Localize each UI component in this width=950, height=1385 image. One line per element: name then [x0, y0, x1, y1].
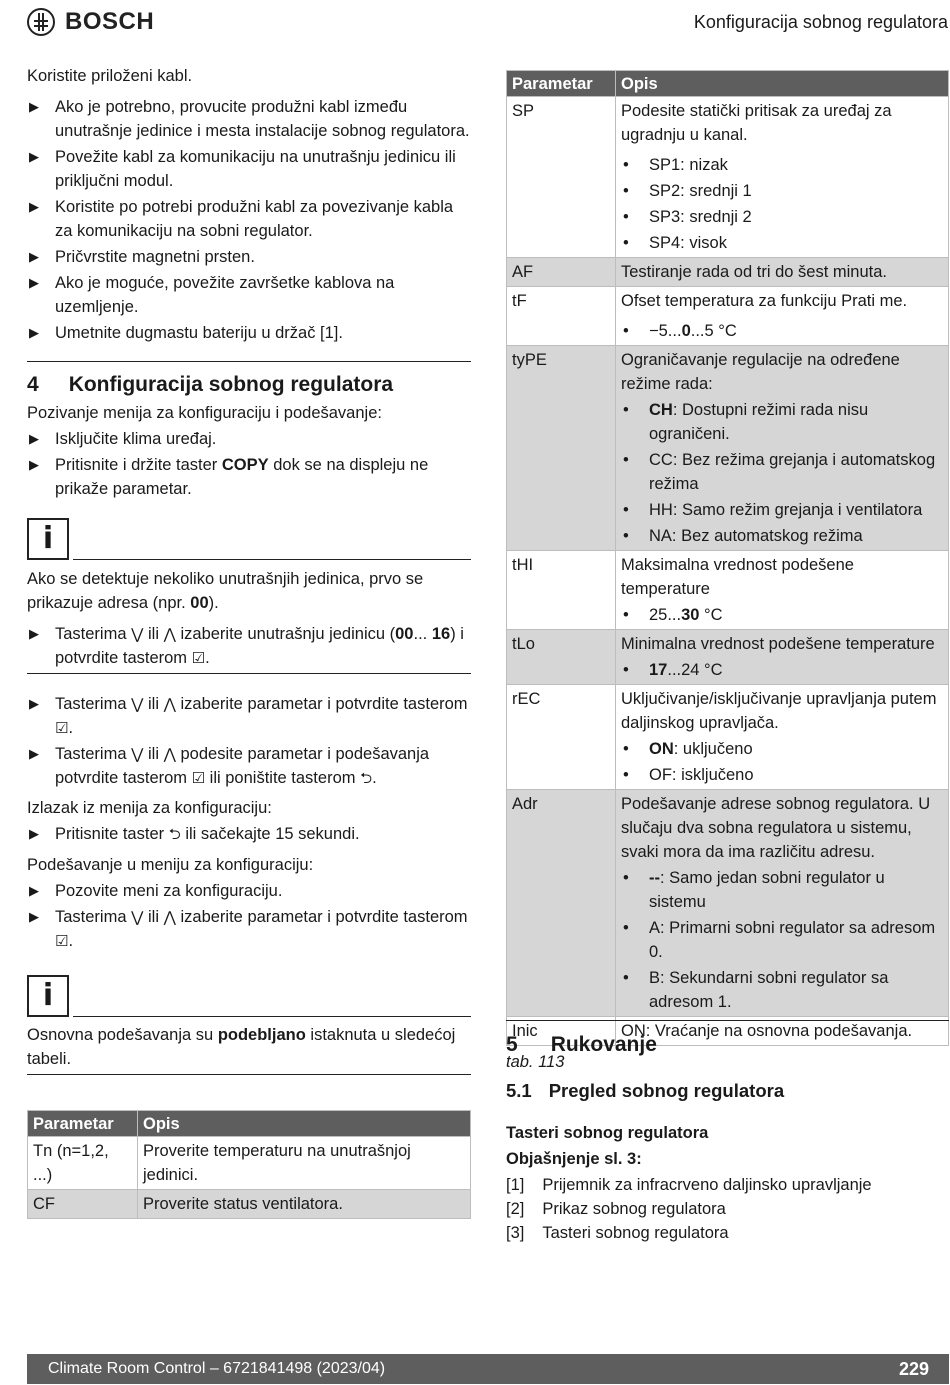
confirm-button-icon: ☑: [55, 719, 69, 737]
up-arrow-button-icon: ⋀: [163, 745, 176, 763]
table-row: [507, 551, 949, 630]
param-cell: tF: [507, 287, 616, 346]
table-header-row: [507, 71, 949, 97]
step-item: ▶ Isključite klima uređaj.: [27, 427, 471, 451]
step-item: ▶ Pozovite meni za konfiguraciju.: [27, 879, 471, 903]
param-table: [27, 1110, 471, 1219]
arrow-icon: ▶: [29, 826, 39, 841]
table-row: [507, 790, 949, 1017]
col-header-opis: Opis: [616, 71, 949, 97]
explanation-title: Objašnjenje sl. 3:: [506, 1150, 642, 1168]
table-row: [507, 346, 949, 551]
info-end-rule: [27, 1074, 471, 1075]
setting-title: Podešavanje u meniju za konfiguraciju:: [27, 856, 314, 874]
confirm-button-icon: ☑: [55, 932, 69, 950]
param-cell: AF: [507, 258, 616, 287]
step-item: ▶ Umetnite dugmastu bateriju u držač [1].: [27, 321, 471, 345]
desc-cell: Testiranje rada od tri do šest minuta.: [616, 258, 949, 287]
param-cell: Tn (n=1,2, ...): [28, 1137, 138, 1190]
confirm-button-icon: ☑: [191, 649, 206, 667]
step-item: ▶ Tasterima ⋁ ili ⋀ izaberite parametar i potvrdite tasterom ☑.: [27, 692, 471, 740]
page-number: 229: [898, 1359, 929, 1379]
section-heading: 5 Rukovanje: [506, 1033, 657, 1056]
table-row: [507, 685, 949, 790]
col-header-parametar: Parametar: [507, 71, 616, 97]
param-cell: tLo: [507, 630, 616, 685]
info-text: Osnovna podešavanja su podebljano istaknuta u sledećoj tabeli.: [27, 1026, 456, 1068]
param-cell: Adr: [507, 790, 616, 1017]
arrow-icon: ▶: [29, 626, 39, 641]
table-caption: tab. 113: [506, 1053, 565, 1071]
col-header-opis: Opis: [138, 1111, 471, 1137]
config-steps: [27, 692, 471, 953]
arrow-icon: ▶: [29, 746, 39, 761]
desc-cell: Maksimalna vrednost podešene temperature • 25...30 °C: [616, 551, 949, 630]
legend-item: [2] Prikaz sobnog regulatora: [506, 1200, 726, 1218]
param-cell: tHI: [507, 551, 616, 630]
table-row: [28, 1190, 471, 1219]
table-row: [507, 97, 949, 258]
param-cell: rEC: [507, 685, 616, 790]
bosch-logo: [27, 8, 154, 36]
legend-item: [3] Tasteri sobnog regulatora: [506, 1224, 729, 1242]
step-item: ▶ Ako je potrebno, provucite produžni kabl između unutrašnje jedinice i mesta instalacije sobnog regulatora.: [27, 95, 471, 143]
info-text: Ako se detektuje nekoliko unutrašnjih jedinica, prvo se prikazuje adresa (npr. 00).: [27, 570, 424, 612]
info-box-1-content: [27, 567, 471, 670]
legend-item: [1] Prijemnik za infracrveno daljinsko upravljanje: [506, 1176, 872, 1194]
arrow-icon: ▶: [29, 431, 39, 446]
arrow-icon: ▶: [29, 199, 39, 214]
intro-text: Koristite priloženi kabl.: [27, 67, 193, 85]
up-arrow-button-icon: ⋀: [163, 625, 176, 643]
param-cell: CF: [28, 1190, 138, 1219]
table-row: [507, 258, 949, 287]
up-arrow-button-icon: ⋀: [163, 908, 176, 926]
step-item: ▶ Tasterima ⋁ ili ⋀ izaberite unutrašnju jedinicu (00... 16) i potvrdite tasterom ☑.: [27, 622, 471, 670]
desc-cell: ON: Vraćanje na osnovna podešavanja.: [616, 1017, 949, 1046]
desc-cell: Uključivanje/isključivanje upravljanja putem daljinskog upravljača. • ON: uključeno • OF: isključeno: [616, 685, 949, 790]
info-box: [27, 518, 471, 560]
param-cell: tyPE: [507, 346, 616, 551]
section-4: [27, 373, 471, 501]
table-row: [507, 287, 949, 346]
down-arrow-button-icon: ⋁: [131, 908, 144, 926]
col-header-parametar: Parametar: [28, 1111, 138, 1137]
step-item: ▶ Pritisnite i držite taster COPY dok se na displeju ne prikaže parametar.: [27, 453, 471, 501]
down-arrow-button-icon: ⋁: [131, 625, 144, 643]
section-divider: [506, 1020, 949, 1021]
call-menu-text: Pozivanje menija za konfiguraciju i podešavanje:: [27, 404, 382, 422]
steps-list: [27, 95, 471, 345]
footer-text: Climate Room Control – 6721841498 (2023/04): [48, 1360, 386, 1377]
info-icon: i: [27, 518, 69, 560]
subsection-heading: 5.1 Pregled sobnog regulatora: [506, 1080, 785, 1101]
step-item: ▶ Tasterima ⋁ ili ⋀ izaberite parametar i potvrdite tasterom ☑.: [27, 905, 471, 953]
desc-cell: Ofset temperatura za funkciju Prati me. • −5...0...5 °C: [616, 287, 949, 346]
desc-cell: Proverite status ventilatora.: [138, 1190, 471, 1219]
exit-title: Izlazak iz menija za konfiguraciju:: [27, 799, 272, 817]
desc-cell: Podesite statički pritisak za uređaj za ugradnju u kanal. • SP1: nizak • SP2: srednji 1 • SP3: srednji 2 • SP4: visok: [616, 97, 949, 258]
brand-name: BOSCH: [65, 8, 155, 35]
param-table-right: [506, 70, 949, 1074]
header-title: Konfiguracija sobnog regulatora: [693, 12, 948, 32]
table-row: [28, 1137, 471, 1190]
info-rule: [73, 1016, 471, 1017]
back-button-icon: ⮌: [360, 769, 373, 787]
legend-list: [506, 1173, 949, 1245]
back-button-icon: ⮌: [168, 825, 181, 843]
param-table-left: [27, 1110, 471, 1219]
desc-cell: Minimalna vrednost podešene temperature • 17...24 °C: [616, 630, 949, 685]
info-box: [27, 975, 471, 1017]
param-cell: SP: [507, 97, 616, 258]
step-item: ▶ Pričvrstite magnetni prsten.: [27, 245, 471, 269]
step-item: ▶ Pritisnite taster ⮌ ili sačekajte 15 sekundi.: [27, 822, 471, 846]
arrow-icon: ▶: [29, 149, 39, 164]
desc-cell: Podešavanje adrese sobnog regulatora. U slučaju dva sobna regulatora u sistemu, svaki mora da ima različitu adresu. • --: Samo jedan sobni regulator u sistemu • A: Primarni sobni regulator sa adresom 0. • B: Sekundarni sobni regulator sa adresom 1.: [616, 790, 949, 1017]
table-header-row: [28, 1111, 471, 1137]
bosch-armature-icon: [27, 8, 55, 36]
down-arrow-button-icon: ⋁: [131, 745, 144, 763]
param-table: [506, 70, 949, 1046]
arrow-icon: ▶: [29, 696, 39, 711]
arrow-icon: ▶: [29, 249, 39, 264]
arrow-icon: ▶: [29, 325, 39, 340]
confirm-button-icon: ☑: [191, 769, 206, 787]
section-5: [506, 1033, 949, 1245]
section-heading: 4 Konfiguracija sobnog regulatora: [27, 373, 394, 396]
param-cell: Inic: [507, 1017, 616, 1046]
arrow-icon: ▶: [29, 883, 39, 898]
arrow-icon: ▶: [29, 275, 39, 290]
table-row: [507, 630, 949, 685]
section-divider: [27, 361, 471, 362]
desc-cell: Ograničavanje regulacije na određene režime rada: • CH: Dostupni režimi rada nisu ograničeni. • CC: Bez režima grejanja i automatskog režima • HH: Samo režim grejanja i ventilatora • NA: Bez automatskog režima: [616, 346, 949, 551]
info-icon: i: [27, 975, 69, 1017]
info-end-rule: [27, 673, 471, 674]
step-item: ▶ Povežite kabl za komunikaciju na unutrašnju jedinicu ili priključni modul.: [27, 145, 471, 193]
step-item: ▶ Ako je moguće, povežite završetke kablova na uzemljenje.: [27, 271, 471, 319]
info-rule: [73, 559, 471, 560]
arrow-icon: ▶: [29, 457, 39, 472]
step-item: ▶ Tasterima ⋁ ili ⋀ podesite parametar i podešavanja potvrdite tasterom ☑ ili poništite tasterom ⮌.: [27, 742, 471, 790]
step-item: ▶ Koristite po potrebi produžni kabl za povezivanje kabla za komunikaciju na sobni regulator.: [27, 195, 471, 243]
desc-cell: Proverite temperaturu na unutrašnjoj jedinici.: [138, 1137, 471, 1190]
keys-title: Tasteri sobnog regulatora: [506, 1124, 709, 1142]
info-box-2-content: [27, 1023, 471, 1071]
footer-bar: [27, 1354, 949, 1384]
arrow-icon: ▶: [29, 909, 39, 924]
up-arrow-button-icon: ⋀: [163, 695, 176, 713]
down-arrow-button-icon: ⋁: [131, 695, 144, 713]
arrow-icon: ▶: [29, 99, 39, 114]
left-column: [27, 64, 471, 345]
